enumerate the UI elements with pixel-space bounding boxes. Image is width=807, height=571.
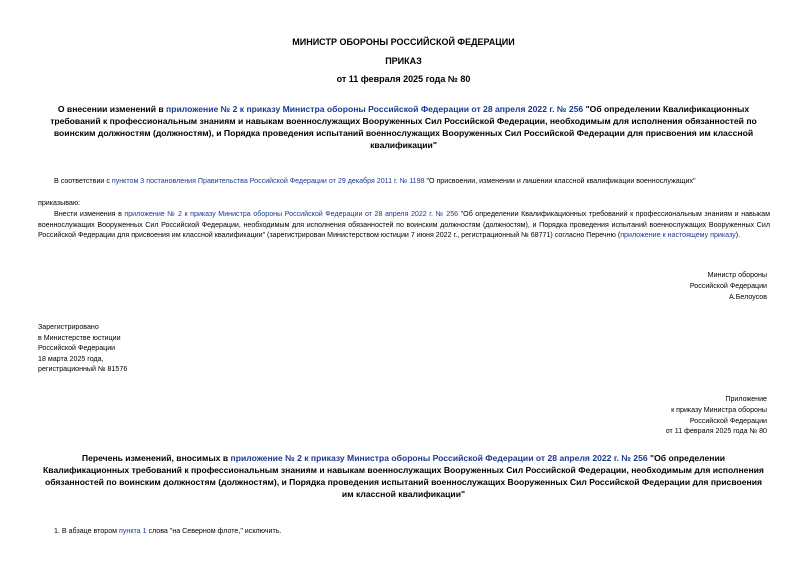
registration-line: Зарегистрировано	[38, 323, 99, 331]
order-word: приказываю:	[38, 199, 81, 207]
signature-line: А.Белоусов	[729, 292, 767, 301]
order-body	[38, 209, 770, 241]
body-post: ).	[735, 231, 741, 240]
registration-line: Российской Федерации	[38, 344, 116, 353]
preamble-pre: В соответствии с	[54, 177, 112, 185]
body-mid: "Об определении Квалификационных требований к профессиональным знаниям и навыкам военнослужащих Вооруженных Сил Российской Федерации, необходимым для исполнения обязанностей по воинским должностям (должностям), и Порядка проведения испытаний военнослужащих Вооруженных Сил Российской Федерации для присвоения им классной квалификации" (зарегистрирован Министерством юстиции 7 июня 2022 г., регистрационный № 68771) согласно Перечню (	[38, 210, 770, 240]
list-title-post: "Об определении Квалификационных требований к профессиональным знаниям и навыкам военнослужащих Вооруженных Сил Российской Федерации, необходимым для исполнения обязанностей по воинским должностям (должностям), и Порядка проведения испытаний военнослужащих Вооруженных Сил Российской Федерации для присвоения им классной квалификации"	[43, 453, 764, 499]
doc-date-number: от 11 февраля 2025 года № 80	[336, 74, 471, 84]
appendix-line: Приложение	[725, 395, 767, 403]
list-title-link[interactable]: приложение № 2 к приказу Министра обороны Российской Федерации от 28 апреля 2022 г. № 256	[230, 453, 648, 463]
appendix-line: к приказу Министра обороны	[671, 405, 767, 414]
signature-block	[690, 270, 767, 302]
preamble-link[interactable]: пунктом 3 постановления Правительства Российской Федерации от 29 декабря 2011 г. № 1198	[111, 177, 425, 185]
item1-pre: 1. В абзаце втором	[54, 527, 120, 535]
appendix-line: Российской Федерации	[689, 416, 767, 425]
preamble	[54, 176, 696, 187]
order-title-pre: О внесении изменений в	[57, 104, 167, 114]
list-title-pre: Перечень изменений, вносимых в	[81, 453, 231, 463]
registration-line: в Министерстве юстиции	[38, 333, 121, 342]
appendix-block	[666, 394, 767, 437]
doc-type: ПРИКАЗ	[385, 56, 422, 66]
signature-line: Министр обороны	[707, 271, 767, 279]
order-title-link[interactable]: приложение № 2 к приказу Министра обороны Российской Федерации от 28 апреля 2022 г. № 256	[166, 104, 584, 114]
order-title-post: "Об определении Квалификационных требований к профессиональным знаниям и навыкам военнослужащих Вооруженных Сил Российской Федерации, необходимым для исполнения обязанностей по воинским должностям (должностям), и Порядка проведения испытаний военнослужащих Вооруженных Сил Российской Федерации для присвоения им классной квалификации"	[50, 104, 757, 150]
change-item-1	[54, 526, 281, 537]
changes-list-title	[40, 452, 767, 500]
body-link-appendix[interactable]: приложение к настоящему приказу	[620, 231, 736, 240]
order-title	[32, 103, 775, 151]
item1-post: слова "на Северном флоте," исключить.	[146, 527, 282, 535]
body-pre: Внести изменения в	[54, 210, 125, 218]
appendix-line: от 11 февраля 2025 года № 80	[665, 427, 767, 436]
preamble-post: "О присвоении, изменении и лишении классной квалификации военнослужащих"	[424, 177, 696, 185]
registration-block	[38, 322, 127, 375]
registration-line: 18 марта 2025 года,	[38, 354, 104, 363]
minister-title: МИНИСТР ОБОРОНЫ РОССИЙСКОЙ ФЕДЕРАЦИИ	[292, 37, 515, 47]
body-link-appendix2[interactable]: приложение № 2 к приказу Министра обороны Российской Федерации от 28 апреля 2022 г. № 256	[124, 210, 459, 218]
registration-line: регистрационный № 81576	[38, 365, 128, 374]
signature-line: Российской Федерации	[689, 281, 767, 290]
item1-link[interactable]: пункта 1	[119, 527, 147, 535]
